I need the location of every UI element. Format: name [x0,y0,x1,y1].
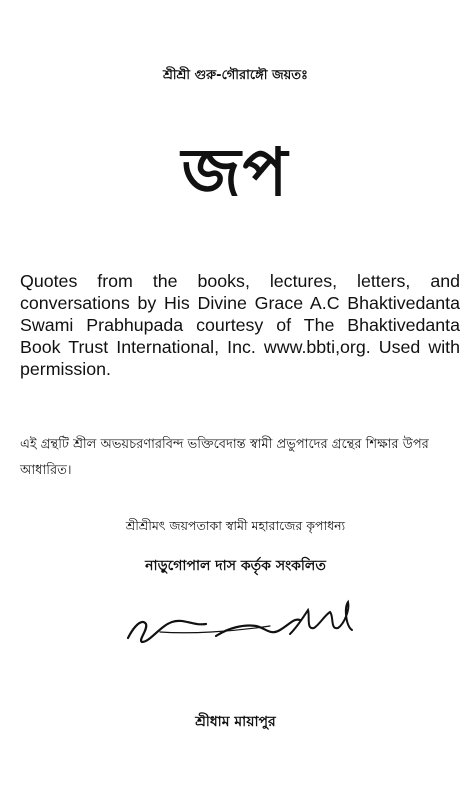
book-title: জপ [181,134,290,211]
blessing-line: শ্রীশ্রীমৎ জয়পতাকা স্বামী মহারাজের কৃপাধন্য [125,518,346,533]
compiler-line: নাড়ুগোপাল দাস কর্তৃক সংকলিত [145,558,326,574]
credit-paragraph: Quotes from the books, lectures, letters, and conversations by His Divine Grace A.C Bhaktivedanta Swami Prabhupada courtesy of The Bhaktivedanta Book Trust International, Inc. www.bbti,org. Used with permission. [20,271,460,379]
invocation-line: শ্রীশ্রী গুরু-গৌরাঙ্গৌ জয়তঃ [163,68,308,83]
handwritten-signature [120,596,360,656]
basis-paragraph: এই গ্রন্থটি শ্রীল অভয়চরণারবিন্দ ভক্তিবেদান্ত স্বামী প্রভুপাদের গ্রন্থের শিক্ষার উপর আধারিত। [20,437,429,478]
place-line: শ্রীধাম মায়াপুর [195,714,276,730]
